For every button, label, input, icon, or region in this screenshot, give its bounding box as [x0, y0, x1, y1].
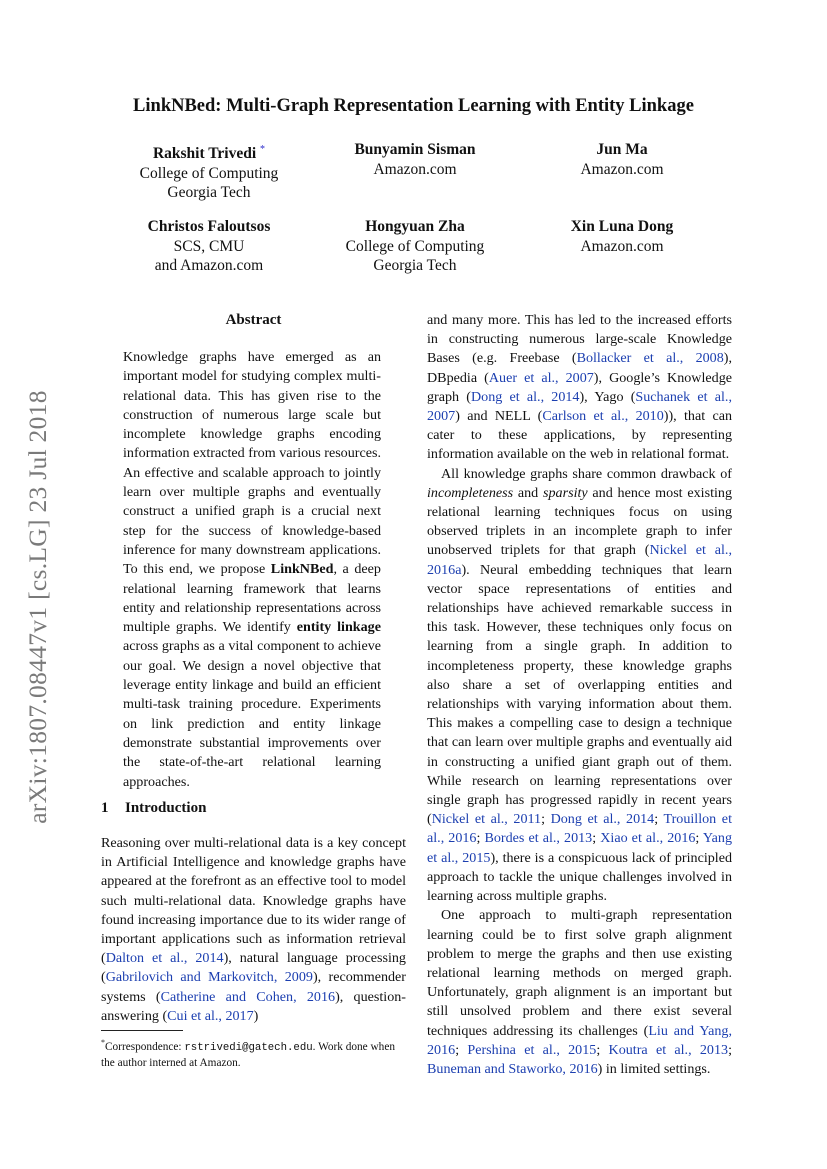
- footnote-mark: *: [101, 1038, 105, 1047]
- separator: ;: [592, 830, 601, 847]
- author-block-5: [305, 217, 525, 276]
- intro-paragraph-1-continued: [427, 311, 732, 465]
- author-affiliation-2: Georgia Tech: [373, 257, 457, 274]
- abstract-heading-wrap: [101, 311, 406, 341]
- author-name: Xin Luna Dong: [570, 218, 674, 235]
- body-text: One approach to multi-graph representation learning could be to first solve graph alignment problem to merge the graphs and then use existing relational learning methods on merged graph. Unfortunately, graph alignment is an important but still unsolved problem and there exist several techniques addressing its challenges (: [427, 907, 732, 1039]
- citation-link[interactable]: Catherine and Cohen, 2016: [160, 988, 336, 1005]
- citation-link[interactable]: Bordes et al., 2013: [484, 830, 593, 847]
- author-name: Hongyuan Zha: [365, 218, 465, 235]
- italic-term: sparsity: [543, 484, 588, 501]
- abstract-text: , a deep relational learning framework that learns entity and relationship representations across multiple graphs. We identify: [123, 561, 381, 636]
- section-title: Introduction: [125, 800, 207, 816]
- abstract-text: Knowledge graphs have emerged as an important model for studying complex multi-relational data. This has given rise to the construction of numerous large scale but incomplete knowledge graphs encoding information extracted from various resources. An effective and scalable approach to jointly learn over multiple graphs and eventually construct a unified graph is a crucial next step for the success of knowledge-based inference for many downstream applications. To this end, we propose: [123, 349, 381, 578]
- author-block-3: [512, 140, 732, 179]
- separator: ;: [654, 811, 664, 828]
- citation-link[interactable]: Dong et al., 2014: [470, 388, 580, 405]
- citation-link[interactable]: Nickel et al., 2011: [431, 811, 542, 828]
- citation-link[interactable]: Auer et al., 2007: [488, 369, 594, 386]
- separator: ;: [695, 830, 703, 847]
- body-text: ), there is a conspicuous lack of principled approach to tackle the unique challenges involved in learning across multiple graphs.: [427, 849, 733, 905]
- author-block-2: [305, 140, 525, 179]
- footnote-text: . Work done when the author interned at Amazon.: [101, 1040, 395, 1069]
- author-name: Bunyamin Sisman: [354, 141, 476, 158]
- right-column: [427, 311, 732, 1079]
- footnote-text: Correspondence:: [105, 1040, 185, 1053]
- body-text: ) and NELL (: [455, 408, 543, 425]
- citation-link[interactable]: Trouillon et al., 2016: [427, 811, 732, 847]
- arxiv-identifier: arXiv:1807.08447v1 [cs.LG] 23 Jul 2018: [23, 390, 52, 824]
- intro-paragraph-2: [427, 465, 732, 907]
- footnote-email[interactable]: rstrivedi@gatech.edu: [184, 1041, 313, 1054]
- citation-link[interactable]: Koutra et al., 2013: [608, 1041, 729, 1058]
- section-heading-introduction: [101, 800, 206, 817]
- citation-link[interactable]: Suchanek et al., 2007: [427, 388, 732, 425]
- body-text: ), question-answering (: [101, 988, 406, 1024]
- abstract-body: [123, 348, 381, 792]
- footnote-mark[interactable]: *: [260, 144, 266, 155]
- abstract-heading: Abstract: [225, 312, 282, 328]
- separator: ;: [541, 811, 551, 828]
- body-text: and hence most existing relational learning techniques focus on using observed triplets in an incomplete graph to infer unobserved triplets for that graph (: [427, 484, 732, 559]
- separator: ;: [596, 1041, 609, 1058]
- body-text: ). Neural embedding techniques that learn vector space representations of entities and relationships have achieved remarkable success in this task. However, these techniques only focus on learning from a single graph. In addition to incompleteness property, these knowledge graphs also share a set of overlapping entities and relationships with varying information about them. This makes a compelling case to design a technique that can learn over multiple graphs and eventually aid in constructing a unified giant graph out of them. While research on learning representations over single graph has progressed rapidly in recent years (: [427, 561, 732, 828]
- body-text: ), Google’s Knowledge graph (: [427, 369, 732, 405]
- author-block-6: [512, 217, 732, 256]
- citation-link[interactable]: Carlson et al., 2010: [542, 408, 664, 425]
- citation-link[interactable]: Dalton et al., 2014: [105, 950, 224, 967]
- author-affiliation: College of Computing: [139, 164, 279, 182]
- body-text: ), natural language processing (: [101, 950, 406, 986]
- abstract-text: across graphs as a vital component to achieve our goal. We design a novel objective that leverage entity linkage and build an efficient multi-task training procedure. Experiments on link prediction and entity linkage demonstrate substantial improvements over the state-of-the-art relational learning approaches.: [123, 638, 381, 790]
- citation-link[interactable]: Pershina et al., 2015: [467, 1041, 597, 1058]
- author-name: Jun Ma: [596, 141, 648, 158]
- footnote-rule: [101, 1030, 183, 1031]
- separator: ;: [476, 830, 485, 847]
- citation-link[interactable]: Yang et al., 2015: [427, 830, 733, 866]
- abstract-bold-entity-linkage: entity linkage: [296, 619, 381, 636]
- author-name: Rakshit Trivedi: [152, 145, 257, 163]
- body-text: ), recommender systems (: [101, 969, 406, 1005]
- body-text: All knowledge graphs share common drawback of: [441, 465, 732, 482]
- italic-term: incompleteness: [427, 484, 514, 501]
- body-text: and: [513, 484, 544, 501]
- citation-link[interactable]: Xiao et al., 2016: [600, 830, 696, 847]
- citation-link[interactable]: Liu and Yang, 2016: [427, 1022, 732, 1058]
- author-affiliation-2: and Amazon.com: [154, 257, 264, 274]
- intro-paragraph-3: [427, 906, 732, 1079]
- citation-link[interactable]: Cui et al., 2017: [167, 1007, 254, 1024]
- body-text: ), DBpedia (: [427, 350, 732, 386]
- paper-title: LinkNBed: Multi-Graph Representation Learning with Entity Linkage: [133, 96, 694, 116]
- author-block-1: [99, 140, 319, 203]
- separator: ;: [455, 1041, 468, 1058]
- author-affiliation: Amazon.com: [373, 160, 457, 178]
- author-affiliation: Amazon.com: [580, 237, 664, 255]
- citation-link[interactable]: Bollacker et al., 2008: [576, 350, 724, 367]
- abstract-bold-linknbed: LinkNBed: [270, 561, 334, 578]
- citation-link[interactable]: Buneman and Staworko, 2016: [427, 1060, 598, 1077]
- author-affiliation: Amazon.com: [580, 160, 664, 178]
- author-affiliation-2: Georgia Tech: [167, 184, 251, 202]
- footnote: [101, 1035, 406, 1071]
- author-block-4: [99, 217, 319, 276]
- arxiv-sidebar-stamp: [20, 372, 56, 842]
- body-text: ), Yago (: [579, 388, 636, 405]
- section-number: 1: [101, 800, 109, 816]
- intro-paragraph-1: [101, 834, 406, 1026]
- body-text: Reasoning over multi-relational data is a key concept in Artificial Intelligence and knowledge graphs have appeared at the forefront as an effective tool to model such multi-relational data. Knowledge graphs have found increasing importance due to its wider range of important applications such as information retrieval (: [101, 835, 406, 967]
- citation-link[interactable]: Nickel et al., 2016a: [427, 542, 732, 578]
- body-text: )), that can cater to these applications, by representing information available on the web in relational format.: [427, 408, 733, 463]
- author-affiliation: College of Computing: [345, 237, 485, 255]
- separator: ;: [728, 1041, 732, 1058]
- author-affiliation: SCS, CMU: [173, 237, 245, 255]
- body-text: and many more. This has led to the increased efforts in constructing numerous large-scale Knowledge Bases (e.g. Freebase (: [427, 312, 732, 367]
- body-text: ) in limited settings.: [597, 1060, 711, 1077]
- author-name: Christos Faloutsos: [147, 218, 271, 235]
- citation-link[interactable]: Gabrilovich and Markovitch, 2009: [105, 969, 313, 986]
- citation-link[interactable]: Dong et al., 2014: [550, 811, 655, 828]
- body-text: ): [253, 1007, 259, 1024]
